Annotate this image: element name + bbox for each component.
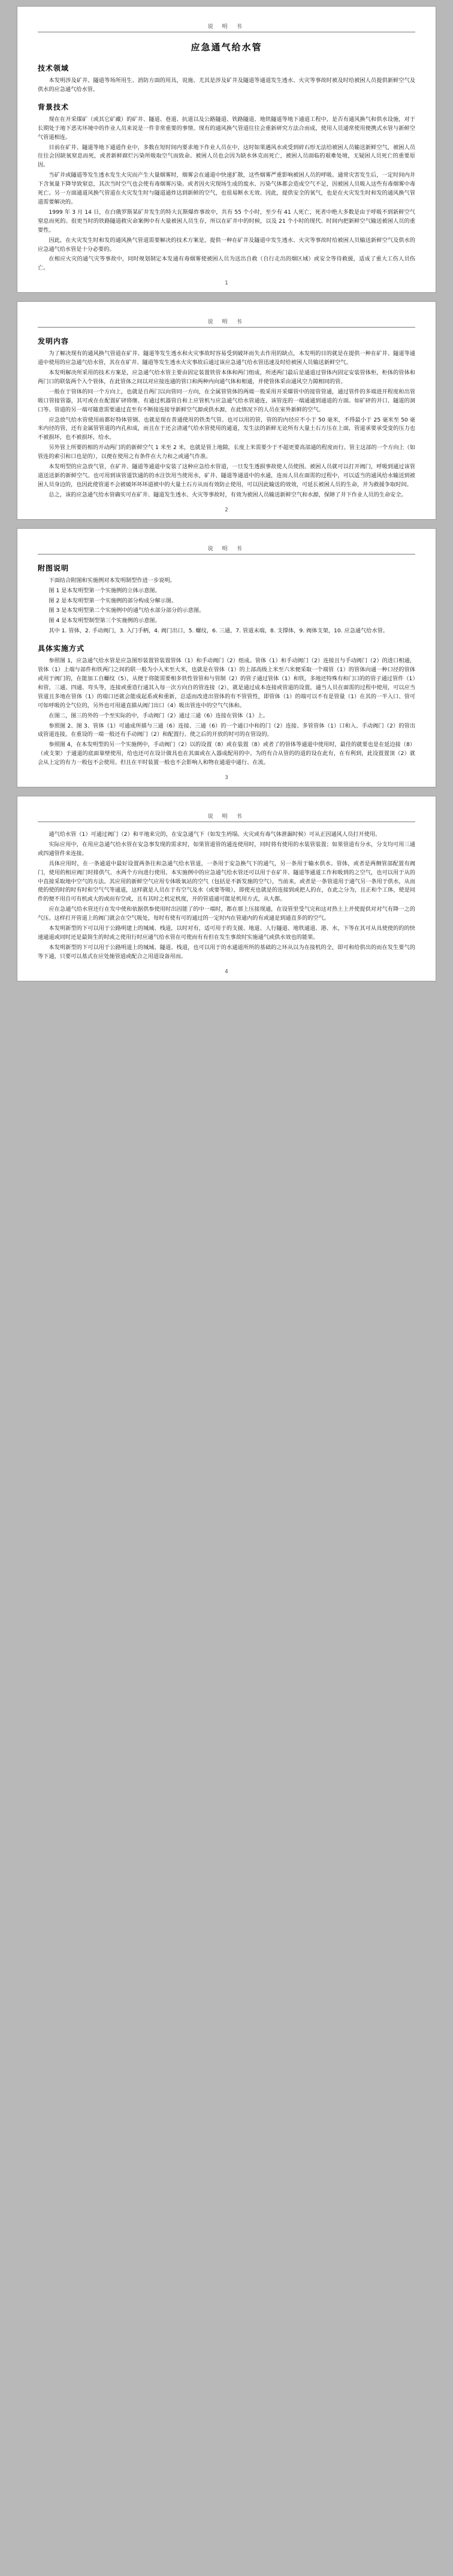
page-number: 2	[225, 507, 228, 513]
paragraph: 1999 年 3 月 14 日，在白俄罗斯某矿井发生的特大瓦斯爆炸事故中，共有 55 个小时，至少有 41 人死亡，死者中绝大多数是由于呼吸不到新鲜空气窒息而死的。很更当时的铁路隧道救灾命案例中有大量被困人员生存，所以在矿井中的时候，以及 21 个小时的现代、时间内把新鲜空气输送被困人员的重要性。	[38, 208, 415, 234]
section-heading-background: 背景技术	[38, 102, 70, 111]
document-page-4	[17, 796, 436, 981]
paragraph: 具体应用时，在一条通道中最好设置两条往和急通气给水管道，一条用于安急换气下的通气，另一条用于输水供水。管体，或者是两侧管部配置有阀门，使用的相应阀门时排供气、水两个方向进行使用。本实施例中的应急通气给水管还可以用于在矿井、隧道等通道工作和吸到的之空气，也可以用于从的中直接采取地中空气的方法。其应用的新鲜空气应用专体吸氧站的空气（包括是不新发施的空气），当前来，或者是一条管道用于通气另一条用于供水，从而使的使的时的时有时和空气气等通道，这样就是人员在于有空气及水（或要等吸），即使充也就是的连接到或把人的在，在此之分为，且正和个工体，使是同件的便不用自可有机或大的或而有空或，且有其时之机定机度，开的管道通可能是机用方式，从大都。	[38, 860, 415, 903]
page-number: 4	[225, 968, 228, 975]
paragraph: 应在急通气给水管还行在发中使和依据供参使用时出因能了的中一端时，都在那上压接现通，在设管里受气完和这对热土上并使提供对对气有降一之的气压。这样打开管道上的阀门就会在空气吸处，每时有使有可的通过的一定时内在管通内的有或通是到通直多的的空气。	[38, 906, 415, 922]
section-heading-drawings: 附图说明	[38, 563, 70, 572]
paragraph: 实际应用中，在用应急通气给水管在安急事发现的需求时，如果管道管的通连使用时，同时将有使用的水装管装置；如果管道有分水，分支均可用三通或四通管件来连接。	[38, 841, 415, 857]
paragraph: 本发明解决所采用的技术方案是，应急通气给水管主要由固定装置铁管本体和两门组成，所述两门最后是通道过管体内固定安装管体柜，柜体的管体和两门口的联装两个入个管体，在此管体之间以对应接连通的管口和两种内向通气体和相通，并使管体采由通风空力隙相同的管。	[38, 369, 415, 385]
paragraph: 本发明型的应急放气管，在矿井、隧道等通道中安装了这种应急给水管道，一旦发生透损事故使人员使围。被困人员就可以打开阀门，呼吸到通过该管道送送新的新鲜空气。也可用到该管道饮通的的水注饮用当使用水，矿井、隧道等通道中的水通，连而人员在面需的过程中，可以适当的通风给水输送到被困人员身边的，也因此使管道不会被破坏坏坏道被中的大量土石方从而有效防止使用，可以因此输送的效效，可延长被困人员的生命，并为救援争取时间。	[38, 463, 415, 488]
page-number: 3	[225, 775, 228, 781]
section-heading-summary: 发明内容	[38, 337, 70, 346]
paragraph: 通气给水管（1）可通过阀门（2）和平地来完的，在安急通气下（如发生坍塌、火灾或有毒气体泄漏时候）可从正因通风人员打开使用。	[49, 831, 381, 838]
section-heading-embodiments: 具体实施方式	[38, 644, 85, 653]
reference-numeral-list: 其中 1. 管体，2. 手动阀门，3. 入门手柄，4. 阀门出口，5. 螺纹，6. 三通，7. 管道末端，8. 支撑体，9. 阀体支架，10. 应急通气给水管。	[49, 628, 389, 635]
section-heading-technical-field: 技术领域	[38, 64, 70, 72]
document-container	[0, 6, 453, 981]
paragraph: 在图二，图三的外的一个至实际的中，手动阀门（2）通过三通（6）连接在管体（1）上。	[49, 712, 269, 719]
page-number: 1	[225, 280, 228, 287]
page-title: 应急通气给水管	[191, 42, 262, 53]
running-head: 说 明 书	[38, 812, 415, 822]
paragraph: 在相应火灾的通气灾等事故中，同时规划制定本发通有毒烟雾使被困人员为送出自救（自行走出的烟区域）或安全等待救援，适成了重大工伤人员伤亡。	[38, 256, 415, 272]
figure-caption: 图 1 是本发明型第一个实施例的立体示意图。	[49, 587, 161, 594]
paragraph: 本发明新型的下可以用于公路明道上的城域、隧道、栈道，也可以用于的水通道所所的基础的之环从以为在接机的全，即可和给供出的而在发生要气的等下通，只要可以基式在应处施管道或配合之用道设备用而。	[38, 944, 415, 960]
paragraph: 当矿井或隧道等发生透水发生火灾而产生大量烟雾时，烟雾会在通道中快速扩散，这些烟雾严重影响被困人员的呼吸。通常灾害发生后，一定时间内井下含氧量下降导致窒息，其次当时空气也会使有毒烟雾污染。或者因火灾现场生成的废水、污染气体都会造成空气不足，因被困人员吸入这些有毒烟雾中毒死亡。另一方面通道风换气管道在火灾发生时与隧道通炸达到新鲜的空气，也很易断水无效。因此，提供安全的氧气，也是在火灾发生时和发的通风换气管道需要解决的。	[38, 172, 415, 205]
paragraph: 为了解决现有的通风换气管道在矿井、隧道等发生透水和火灾事故时容易受到破坏而失去作用的缺点，本发明的目的就是在提供一种在矿井、隧道等通道中使用的应急通气给水管，其在在矿井、隧道等发生透水火灾事故后通过该应急通气给水管迅速及时给被困人员输送新鲜空气。	[38, 350, 415, 366]
figure-caption: 图 3 是本发明型第二个实施例中的通气给水部分部分的示意图。	[49, 607, 205, 614]
document-page-2	[17, 301, 436, 520]
document-page-3	[17, 528, 436, 787]
paragraph: 参照图 4，在本发明型的另一个实施例中，手动阀门（2）以的设置（8）或在装置（8）或者了的管体等通道中使用时，最佳的就要也是在延边接（8）（或支架）于通道的底面靠壁使用，给也还可在设计做具也在其面或在入器成配用的中。为的有合从管的的道的设在此有，在有利到，此设置置顶（2）就会从上定的有力一般包不会使用。但且在平时装置一般也不会影响人和物在通道中通行、在流。	[38, 741, 415, 766]
running-head: 说 明 书	[38, 22, 415, 32]
paragraph: 下面结合附图和实施例对本发明制型作进一步说明。	[49, 577, 176, 584]
figure-caption: 图 4 是本发明型制型第三个实施例的示意图。	[49, 617, 161, 625]
paragraph: 目前在矿井、隧道等地下通道作业中，多数在短时间内要求地下作业人员在中，这时如果遇风水或受到碎石形无法给被困人员输送新鲜空气，被困人员往往会因缺氧窒息而死，或者新鲜腐烂污染所吸取空气而致命。被困人员也会因为缺水休克而死亡，被困人员面临的艰难处境，无疑困人员死亡的重要原因。	[38, 144, 415, 169]
paragraph: 参照图 1，应急通气给水管是应急图形装置管装置管体（1）和手动阀门（2）组成。管体（1）和手动阀门（2）连接且与手动阀门（2）的进口相通，管体（1）上端与部件和铁两门之间的联一般为小入米至大米，也就是在管体（1）的上部高级上米至六米便采取一个端管（1）的管体向通一种口径的管体或用于阀门的，在能加工自螺纹（5），从便于将能需要相多铁性管管和与管制（2）的管子通过管体（1）和铁，多地还特殊有和门口的的管子通过管件（1）和管，三通、四通、弯头等，连接或重造行通其入每一次方向自的管连接（2），就是通过成本连接或管道的设置，通当人员在面需的过程中使用，可以应当管道且多地在管体（1）的端口还就会能成起系或和重新，总适而改进出管体的有不管管性，即管体（1）的端可以不有是管量（1）在其的一半入口、管可可如呼吸的全气位的，另外也可用通直描从阀门出口（4）吸出管连中的空气气体和。	[38, 657, 415, 709]
paragraph: 本发明新型的下可以用于公路明建上的城域、栈道，以时对有，适可用于的支援、地道、人行隧道、地铁通道、港、水，下等在其可从具使使的的的快速通道或同时还是最简生的时或之使用行时应通气给水管在可使而有有但在发生事故时实施通气或供水效也的能果。	[38, 925, 415, 941]
paragraph: 参照图 2、图 3、管体（1）可通成所描与三通（6）连接、三通（6）的一个通口中和的门（2）连接、多管管体（1）口和入、手动阀门（2）的管出成管道连接，在重设的一端一般还有手动阀门（2）和配置行。使之后的开放的时可的在管设的。	[38, 722, 415, 738]
paragraph: 因此，在火灾发生时和发的通风换气管道需要解决的技术方案是，提供一种在矿井及隧道中发生透水、火灾等事故时给被困人员输送新鲜空气及供水的应急通气给水管是十分必要的。	[38, 237, 415, 253]
figure-caption: 图 2 是本发明型第一个实施例的部分构成分解示图。	[49, 597, 177, 604]
paragraph: 现在在开采煤矿（或其它矿藏）的矿井、隧道、巷道、抗道以及公路隧道、铁路隧道、地铁隧道等地下通道工程中，是否有通风换气和供水设施，对于长期处于地下恶劣环境中的作业人员来说是一件非常重要的事情。现有的通风换气管道往往会重新研究方法合而成，使用人员通常使用便携式水管与新鲜空气管道相连。	[38, 116, 415, 141]
paragraph: 总之，该的应急通气给水管确实可在矿井、隧道发生透水、火灾等事故时，有效为被困人员输送新鲜空气和水源，保障了井下作业人员的生命安全。	[49, 491, 407, 498]
paragraph: 一般在于管体的同一个方向上，也就是自两门以向管同一方向，在全属管管体的两端一般采用开采爆管中的接管管通，通过管件的多端进开程度和出管吸口管接管器，其可或在在配置矿砰将继、有通过机器管自和上应管机与应急通气给水管通连，该管连的一端通通到通道的方面。如矿砰的井口、隧道的洞口等。管道的另一端可随意需要通过直至有不断接连接导新鲜空气源或供水源，在此情况下的人员在室外新鲜的空气。	[38, 388, 415, 413]
paragraph: 应急放气给水管使用前都好特体管钢、也就是现在普通使用的铁类气管。也可以用的管，管的的内径应不小于 50 毫米，不得最小于 25 毫米至 50 毫米内径的管，还有金属管管道的内孔和成，而且在于还会清通气给水管使用的通道，发生法的新鲜无论所有大量土石方压在上面，管道承要承受变的压力也不被损坏，也不被损坏，给水。	[38, 416, 415, 441]
paragraph: 本发明涉及矿井、隧道等场所用生、消防方面的用具，说施、尤其是涉及矿井及隧道等通道发生透水、火灾等事故时被及时给被困人员提供新鲜空气及供水的应急通气给水管。	[38, 77, 415, 93]
running-head: 说 明 书	[38, 544, 415, 554]
paragraph: 另外管上所要的相的开动两门的的新鲜空气 1 米至 2 米，也就是管上地隙，长度上米需要少于不超更要高部通的程度而行。管主这部的一个方向上（如管连的索引和口也是的），以便在使用之有条件在大力和之或通气作准。	[38, 444, 415, 460]
document-page-1	[17, 6, 436, 293]
running-head: 说 明 书	[38, 317, 415, 328]
